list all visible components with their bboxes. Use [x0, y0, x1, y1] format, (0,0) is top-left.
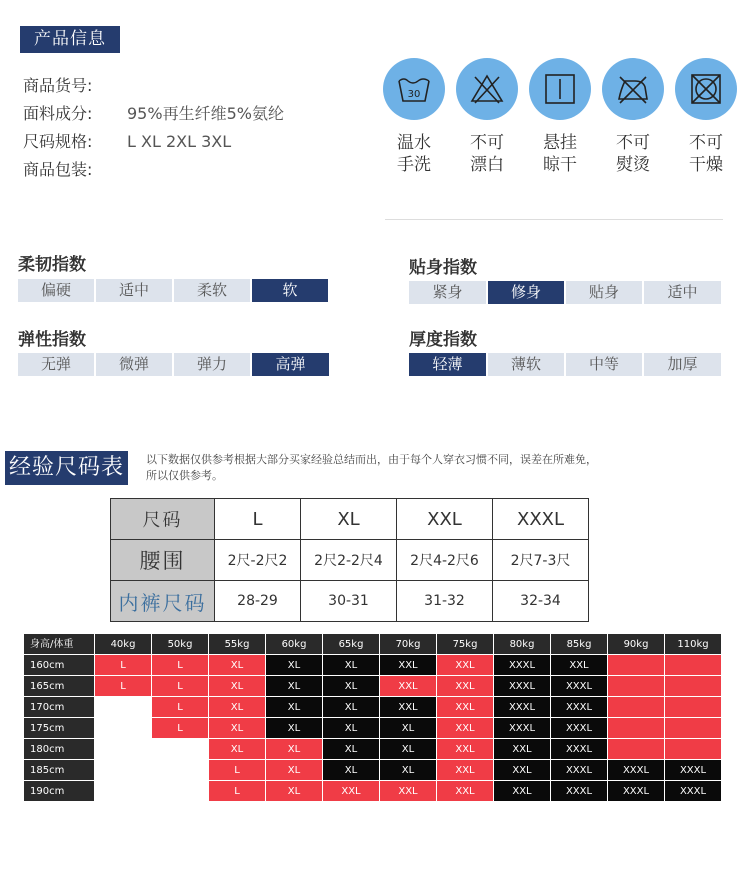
care-label: 手洗: [397, 155, 431, 175]
table-row: [111, 499, 589, 540]
info-value: L XL 2XL 3XL: [127, 132, 232, 151]
scale-option: 柔软: [174, 279, 250, 302]
grid-cell: L: [95, 676, 152, 697]
grid-cell: XXXL: [551, 676, 608, 697]
grid-cell: XXL: [437, 781, 494, 802]
weight-header: 65kg: [323, 634, 380, 655]
grid-cell: XL: [266, 781, 323, 802]
info-row: [23, 72, 284, 100]
weight-header: 110kg: [665, 634, 722, 655]
care-item: [602, 58, 664, 176]
care-item: [383, 58, 445, 176]
row-header: 内裤尺码: [111, 581, 215, 622]
grid-cell: [608, 739, 665, 760]
grid-cell: XXXL: [551, 739, 608, 760]
size-table-title: 经验尺码表: [5, 451, 128, 485]
grid-cell: XL: [323, 760, 380, 781]
grid-cell: L: [209, 781, 266, 802]
scale-option: 紧身: [409, 281, 486, 304]
grid-cell: XL: [209, 718, 266, 739]
care-item: [456, 58, 518, 176]
grid-cell: XL: [266, 718, 323, 739]
grid-row: [24, 739, 722, 760]
grid-cell: XL: [209, 655, 266, 676]
table-row: [111, 540, 589, 581]
grid-cell: XL: [266, 760, 323, 781]
grid-cell: XL: [323, 739, 380, 760]
grid-cell: XXXL: [551, 697, 608, 718]
no-iron-icon: [602, 58, 664, 120]
table-cell: 32-34: [493, 581, 589, 622]
height-header: 165cm: [24, 676, 95, 697]
grid-cell: XL: [209, 676, 266, 697]
grid-cell: XL: [323, 655, 380, 676]
grid-cell: [608, 655, 665, 676]
grid-cell: XXL: [380, 781, 437, 802]
table-cell: XL: [301, 499, 397, 540]
grid-cell: XXXL: [494, 718, 551, 739]
grid-cell: XXL: [437, 655, 494, 676]
grid-cell: XXL: [494, 760, 551, 781]
grid-cell: [95, 697, 152, 718]
table-cell: XXL: [397, 499, 493, 540]
grid-cell: XXL: [380, 676, 437, 697]
table-row: [111, 581, 589, 622]
table-cell: 31-32: [397, 581, 493, 622]
grid-cell: XL: [380, 760, 437, 781]
height-header: 190cm: [24, 781, 95, 802]
grid-cell: XL: [266, 697, 323, 718]
grid-cell: [608, 676, 665, 697]
hang-dry-icon: [529, 58, 591, 120]
grid-cell: L: [209, 760, 266, 781]
grid-cell: XL: [266, 676, 323, 697]
weight-header: 85kg: [551, 634, 608, 655]
grid-cell: [608, 697, 665, 718]
table-cell: XXXL: [493, 499, 589, 540]
grid-cell: XXL: [551, 655, 608, 676]
elasticity-scale: [18, 353, 331, 376]
grid-row: [24, 697, 722, 718]
scale-option: 适中: [96, 279, 172, 302]
product-info-list: [23, 72, 284, 184]
row-header: 尺码: [111, 499, 215, 540]
info-row: [23, 100, 284, 128]
wash-30-icon: [383, 58, 445, 120]
grid-cell: L: [152, 655, 209, 676]
grid-cell: [152, 781, 209, 802]
grid-cell: XXXL: [494, 676, 551, 697]
height-header: 160cm: [24, 655, 95, 676]
scale-option: 偏硬: [18, 279, 94, 302]
grid-cell: XXXL: [665, 760, 722, 781]
grid-cell: XXXL: [608, 781, 665, 802]
weight-header: 55kg: [209, 634, 266, 655]
grid-cell: L: [152, 697, 209, 718]
grid-cell: XL: [266, 655, 323, 676]
grid-cell: XL: [266, 739, 323, 760]
grid-cell: [152, 760, 209, 781]
care-label: 漂白: [470, 155, 504, 175]
table-cell: 28-29: [215, 581, 301, 622]
care-label: 不可: [470, 133, 504, 153]
grid-cell: [665, 655, 722, 676]
fit-scale: [409, 281, 723, 304]
scale-option: 薄软: [488, 353, 564, 376]
height-header: 185cm: [24, 760, 95, 781]
care-label: 晾干: [543, 155, 577, 175]
grid-header-row: [24, 634, 722, 655]
thickness-title: 厚度指数: [409, 330, 477, 350]
height-header: 170cm: [24, 697, 95, 718]
care-label: 温水: [397, 133, 431, 153]
grid-row: [24, 760, 722, 781]
table-cell: 2尺4-2尺6: [397, 540, 493, 581]
no-tumble-dry-icon: [675, 58, 737, 120]
info-row: [23, 156, 284, 184]
grid-cell: XXL: [380, 655, 437, 676]
grid-cell: L: [95, 655, 152, 676]
scale-option: 无弹: [18, 353, 94, 376]
grid-cell: XXL: [494, 781, 551, 802]
grid-cell: XL: [380, 739, 437, 760]
scale-option: 加厚: [644, 353, 721, 376]
weight-header: 80kg: [494, 634, 551, 655]
grid-cell: XL: [209, 739, 266, 760]
grid-cell: XXL: [437, 718, 494, 739]
grid-cell: XXXL: [494, 697, 551, 718]
weight-header: 40kg: [95, 634, 152, 655]
grid-cell: [608, 718, 665, 739]
care-label: 不可: [689, 133, 723, 153]
size-table: [110, 498, 589, 622]
grid-cell: XL: [380, 718, 437, 739]
grid-cell: [95, 781, 152, 802]
grid-cell: L: [152, 676, 209, 697]
weight-header: 75kg: [437, 634, 494, 655]
grid-cell: XXXL: [551, 718, 608, 739]
fit-title: 贴身指数: [409, 258, 477, 278]
grid-cell: XL: [209, 697, 266, 718]
scale-option-selected: 轻薄: [409, 353, 486, 376]
grid-cell: XXL: [380, 697, 437, 718]
care-item: [675, 58, 737, 176]
grid-cell: XXL: [437, 760, 494, 781]
grid-cell: XXXL: [551, 781, 608, 802]
grid-cell: XL: [323, 676, 380, 697]
height-header: 175cm: [24, 718, 95, 739]
grid-cell: XXL: [323, 781, 380, 802]
table-cell: 2尺2-2尺4: [301, 540, 397, 581]
size-table-note: 以下数据仅供参考根据大部分买家经验总结而出，由于每个人穿衣习惯不同，误差在所难免，所以仅供参考。: [146, 453, 597, 482]
table-cell: 2尺7-3尺: [493, 540, 589, 581]
info-key: 商品包装:: [23, 160, 93, 179]
table-cell: L: [215, 499, 301, 540]
grid-cell: [665, 676, 722, 697]
grid-cell: XXL: [437, 676, 494, 697]
grid-cell: XL: [323, 718, 380, 739]
softness-scale: [18, 279, 330, 302]
grid-cell: [152, 739, 209, 760]
grid-cell: L: [152, 718, 209, 739]
care-item: [529, 58, 591, 176]
scale-option: 微弹: [96, 353, 172, 376]
height-header: 180cm: [24, 739, 95, 760]
grid-cell: XXXL: [608, 760, 665, 781]
care-label: 干燥: [689, 155, 723, 175]
grid-cell: [665, 739, 722, 760]
table-cell: 30-31: [301, 581, 397, 622]
weight-header: 90kg: [608, 634, 665, 655]
elasticity-title: 弹性指数: [18, 330, 86, 350]
info-row: [23, 128, 284, 156]
grid-cell: [665, 718, 722, 739]
scale-option: 适中: [644, 281, 721, 304]
scale-option-selected: 修身: [488, 281, 564, 304]
thickness-scale: [409, 353, 723, 376]
grid-cell: [95, 739, 152, 760]
wash-temp: 30: [407, 89, 421, 100]
grid-row: [24, 655, 722, 676]
weight-header: 60kg: [266, 634, 323, 655]
table-cell: 2尺-2尺2: [215, 540, 301, 581]
weight-header: 70kg: [380, 634, 437, 655]
scale-option: 中等: [566, 353, 642, 376]
grid-cell: [665, 697, 722, 718]
grid-cell: XXXL: [665, 781, 722, 802]
height-weight-grid: [24, 634, 722, 802]
grid-cell: XXL: [494, 739, 551, 760]
grid-cell: XXL: [437, 739, 494, 760]
grid-cell: XL: [323, 697, 380, 718]
scale-option-selected: 高弹: [252, 353, 329, 376]
scale-option-selected: 软: [252, 279, 328, 302]
care-label: 熨烫: [616, 155, 650, 175]
softness-title: 柔韧指数: [18, 255, 86, 275]
grid-row: [24, 781, 722, 802]
grid-cell: [95, 760, 152, 781]
row-header: 腰围: [111, 540, 215, 581]
grid-cell: XXXL: [494, 655, 551, 676]
grid-corner: 身高/体重: [24, 634, 95, 655]
divider: [385, 219, 723, 220]
weight-header: 50kg: [152, 634, 209, 655]
info-key: 面料成分:: [23, 104, 93, 123]
grid-cell: XXXL: [551, 760, 608, 781]
grid-cell: XXL: [437, 697, 494, 718]
scale-option: 弹力: [174, 353, 250, 376]
care-label: 悬挂: [543, 133, 577, 153]
care-label: 不可: [616, 133, 650, 153]
scale-option: 贴身: [566, 281, 642, 304]
info-key: 尺码规格:: [23, 132, 93, 151]
info-value: 95%再生纤维5%氨纶: [127, 104, 284, 123]
no-bleach-icon: [456, 58, 518, 120]
grid-row: [24, 718, 722, 739]
grid-cell: [95, 718, 152, 739]
grid-row: [24, 676, 722, 697]
info-key: 商品货号:: [23, 76, 93, 95]
section-title-product-info: 产品信息: [20, 26, 120, 53]
